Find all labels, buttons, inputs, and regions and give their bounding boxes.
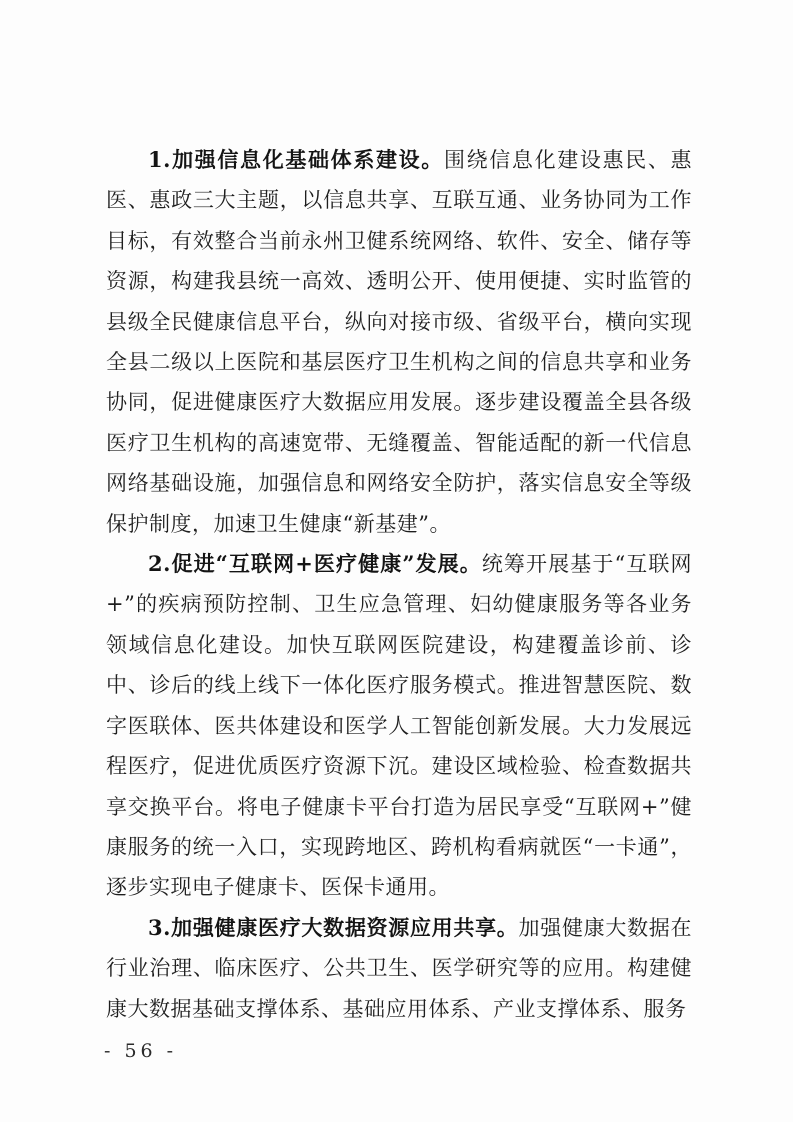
- paragraph-1: [106, 140, 692, 544]
- paragraph-2-body-text: 统筹开展基于“互联网+”的疾病预防控制、卫生应急管理、妇幼健康服务等各业务领域信息化建设。加快互联网医院建设，构建覆盖诊前、诊中、诊后的线上线下一体化医疗服务模式。推进智慧医院、数字医联体、医共体建设和医学人工智能创新发展。大力发展远程医疗，促进优质医疗资源下沉。建设区域检验、检查数据共享交换平台。将电子健康卡平台打造为居民享受“互联网+”健康服务的统一入口，实现跨地区、跨机构看病就医“一卡通”，逐步实现电子健康卡、医保卡通用。: [106, 552, 692, 900]
- paragraph-2: [106, 544, 692, 908]
- paragraph-3-body-text: 加强健康大数据在行业治理、临床医疗、公共卫生、医学研究等的应用。构建健康大数据基础支撑体系、基础应用体系、产业支撑体系、服务: [106, 915, 693, 1021]
- page-number: - 56 -: [104, 1040, 178, 1062]
- paragraph-2-lead-heading: 2.促进“互联网+医疗健康”发展。: [148, 551, 482, 577]
- document-body-text: [106, 140, 692, 1029]
- paragraph-3: [106, 908, 692, 1029]
- paragraph-3-lead-heading: 3.加强健康医疗大数据资源应用共享。: [148, 914, 519, 940]
- paragraph-1-lead-heading: 1.加强信息化基础体系建设。: [148, 147, 444, 172]
- paragraph-1-body-text: 围绕信息化建设惠民、惠医、惠政三大主题，以信息共享、互联互通、业务协同为工作目标，有效整合当前永州卫健系统网络、软件、安全、储存等资源，构建我县统一高效、透明公开、使用便捷、实时监管的县级全民健康信息平台，纵向对接市级、省级平台，横向实现全县二级以上医院和基层医疗卫生机构之间的信息共享和业务协同，促进健康医疗大数据应用发展。逐步建设覆盖全县各级医疗卫生机构的高速宽带、无缝覆盖、智能适配的新一代信息网络基础设施，加强信息和网络安全防护，落实信息安全等级保护制度，加速卫生健康“新基建”。: [106, 148, 693, 536]
